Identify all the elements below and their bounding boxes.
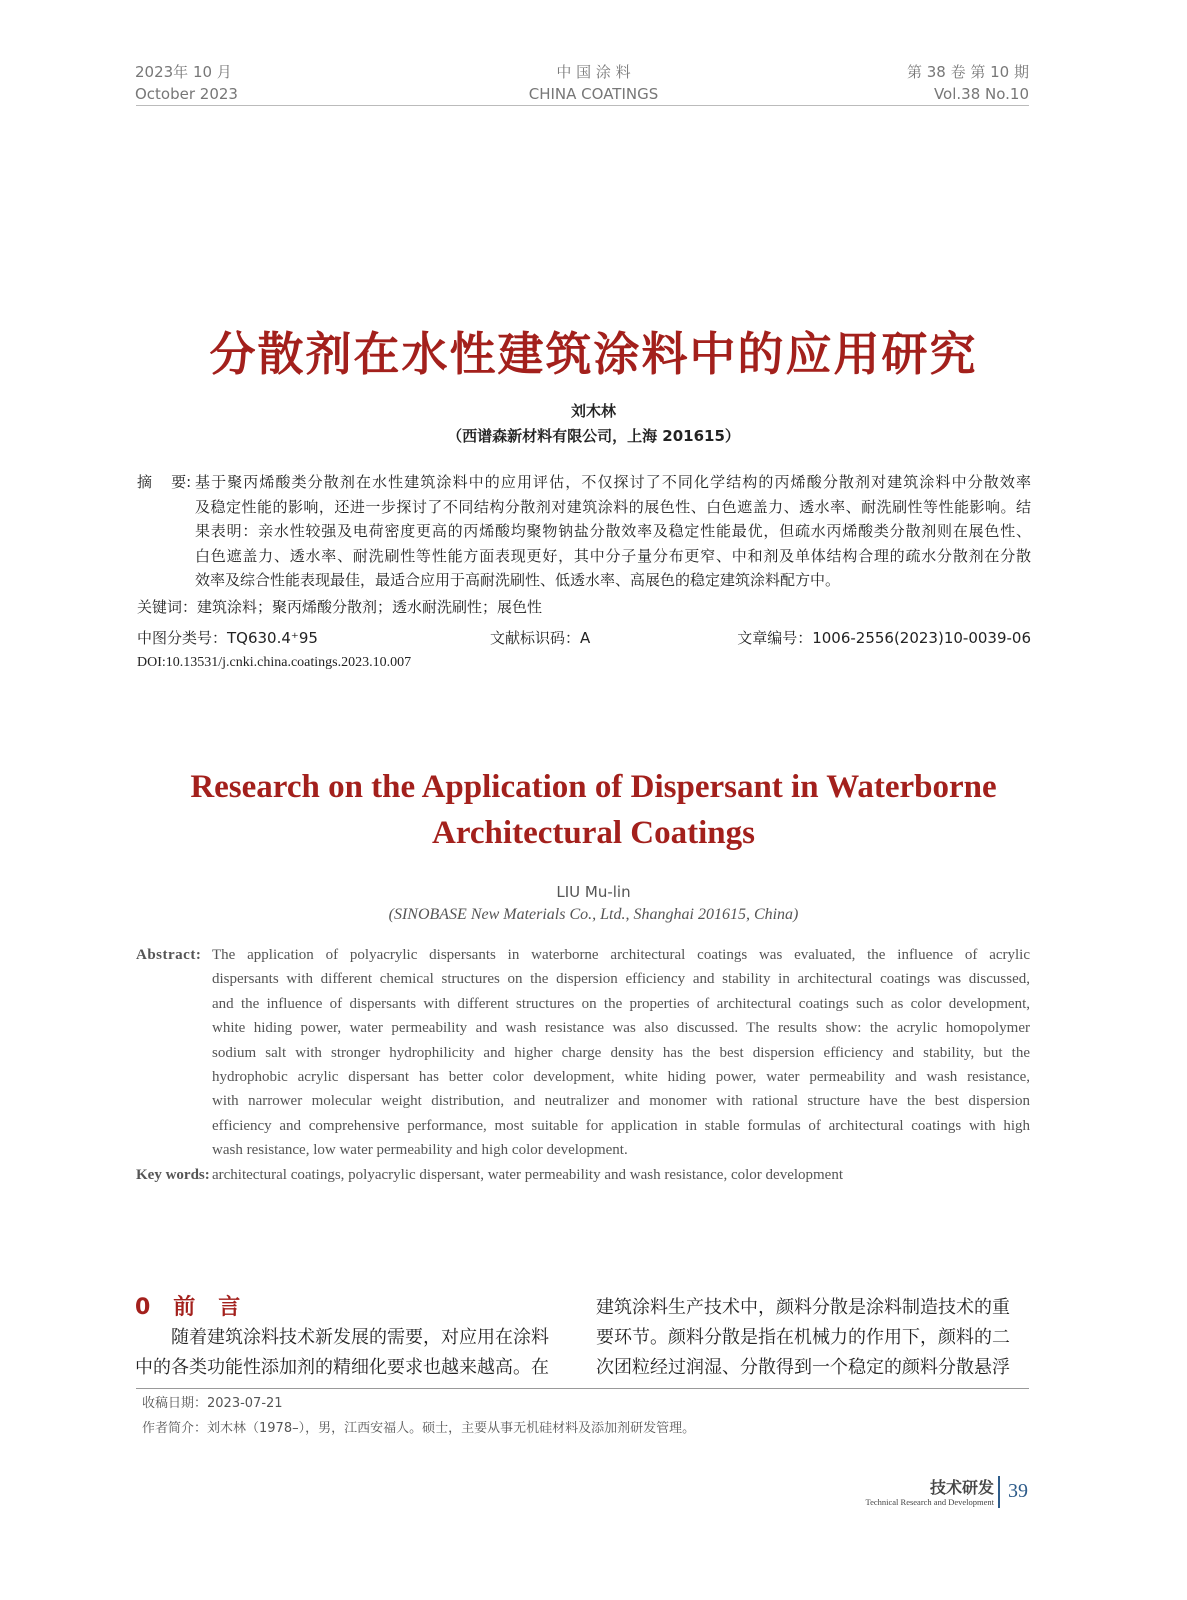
abstract-line: 及稳定性能的影响，还进一步探讨了不同结构分散剂对建筑涂料的展色性、白色遮盖力、透水率、耐洗刷性等性能影响。结 (195, 497, 1031, 516)
abstract-line: wash resistance, low water permeability and high color development. (212, 1142, 628, 1159)
abstract-line: white hiding power, water permeability and wash resistance was also discussed. The results show: the acrylic homopolymer (212, 1020, 1030, 1037)
abstract-line: and the influence of dispersants with different structures on the properties of architectural coatings such as color development, (212, 995, 1030, 1012)
title-cn: 分散剂在水性建筑涂料中的应用研究 (209, 327, 978, 381)
header-date-cn: 2023年 10 月 (135, 63, 232, 81)
footer-column-cn: 技术研发 (929, 1478, 994, 1497)
document-code: 文献标识码：A (490, 629, 591, 647)
author-en: LIU Mu-lin (556, 883, 631, 901)
body-line: 次团粒经过润湿、分散得到一个稳定的颜料分散悬浮 (596, 1357, 1010, 1378)
clc-number: 中图分类号：TQ630.4⁺95 (137, 629, 318, 647)
section-left-column (135, 1323, 549, 1383)
abstract-line: with narrower molecular weight distribution, and neutralizer and monomer with rational structure have the best dispersion (212, 1093, 1030, 1110)
affiliation-cn: （西谱森新材料有限公司，上海 201615） (447, 427, 740, 445)
abstract-line: 效率及综合性能表现最佳，最适合应用于高耐洗刷性、低透水率、高展色的稳定建筑涂料配方中。 (195, 571, 841, 589)
abstract-cn-label: 摘 要: (137, 473, 192, 491)
affiliation-en: (SINOBASE New Materials Co., Ltd., Shanghai 201615, China) (388, 906, 799, 923)
footer-column-en: Technical Research and Development (865, 1497, 994, 1507)
header-volume-cn: 第 38 卷 第 10 期 (906, 63, 1029, 81)
author-bio: 作者简介：刘木林（1978–），男，江西安福人。硕士，主要从事无机硅材料及添加剂研发管理。 (142, 1421, 696, 1436)
header-volume (907, 61, 1029, 105)
doi: DOI:10.13531/j.cnki.china.coatings.2023.10.007 (137, 655, 412, 670)
author-cn: 刘木林 (570, 402, 616, 420)
abstract-line: sodium salt with stronger hydrophilicity and higher charge density has the best dispersion efficiency and stability, but the (212, 1044, 1030, 1061)
abstract-line: hydrophobic acrylic dispersant has better color development, white hiding power, water permeability and wash resistance, (212, 1069, 1030, 1086)
page-number: 39 (1008, 1480, 1028, 1502)
received-date: 收稿日期：2023-07-21 (142, 1396, 283, 1411)
article-number: 文章编号：1006-2556(2023)10-0039-06 (737, 629, 1031, 647)
header-volume-en: Vol.38 No.10 (933, 85, 1029, 103)
title-en (0, 764, 1187, 856)
abstract-en-label: Abstract: (136, 947, 202, 963)
body-line: 要环节。颜料分散是指在机械力的作用下，颜料的二 (596, 1327, 1010, 1348)
abstract-en (212, 943, 1030, 1163)
keywords-cn: 关键词：建筑涂料；聚丙烯酸分散剂；透水耐洗刷性；展色性 (137, 598, 543, 616)
body-line: 建筑涂料生产技术中，颜料分散是涂料制造技术的重 (596, 1297, 1010, 1318)
keywords-en: architectural coatings, polyacrylic dispersant, water permeability and wash resistance, color development (212, 1167, 844, 1183)
keywords-en-label: Key words: (136, 1167, 210, 1183)
abstract-line: 基于聚丙烯酸类分散剂在水性建筑涂料中的应用评估，不仅探讨了不同化学结构的丙烯酸分散剂对建筑涂料中分散效率 (195, 473, 1031, 491)
abstract-line: 果表明：亲水性较强及电荷密度更高的丙烯酸均聚物钠盐分散效率及稳定性能最优，但疏水丙烯酸类分散剂则在展色性、 (195, 522, 1031, 540)
body-line: 随着建筑涂料技术新发展的需要，对应用在涂料 (171, 1327, 549, 1348)
header-rule (136, 105, 1029, 106)
abstract-cn (195, 470, 1031, 593)
section-heading: 0 前 言 (135, 1295, 241, 1320)
section-right-column (596, 1293, 1010, 1383)
header-date-en: October 2023 (135, 85, 238, 103)
title-en-line: Research on the Application of Dispersant in Waterborne (190, 769, 997, 805)
footnote-rule (136, 1388, 1029, 1389)
abstract-line: 白色遮盖力、透水率、耐洗刷性等性能方面表现更好，其中分子量分布更窄、中和剂及单体结构合理的疏水分散剂在分散 (195, 546, 1031, 565)
abstract-line: The application of polyacrylic dispersants in waterborne architectural coatings was evaluated, the influence of acrylic (212, 947, 1030, 963)
body-line: 中的各类功能性添加剂的精细化要求也越来越高。在 (135, 1357, 549, 1378)
header-journal-cn: 中 国 涂 料 (556, 63, 631, 81)
header-journal-en: CHINA COATINGS (528, 85, 659, 103)
footer-divider (998, 1476, 1000, 1508)
abstract-line: dispersants with different chemical structures on the dispersion efficiency and stability in architectural coatings was discussed, (212, 971, 1030, 988)
abstract-line: efficiency and comprehensive performance, most suitable for application in stable formulas of architectural coatings with high (212, 1117, 1030, 1134)
title-en-line: Architectural Coatings (432, 815, 755, 851)
